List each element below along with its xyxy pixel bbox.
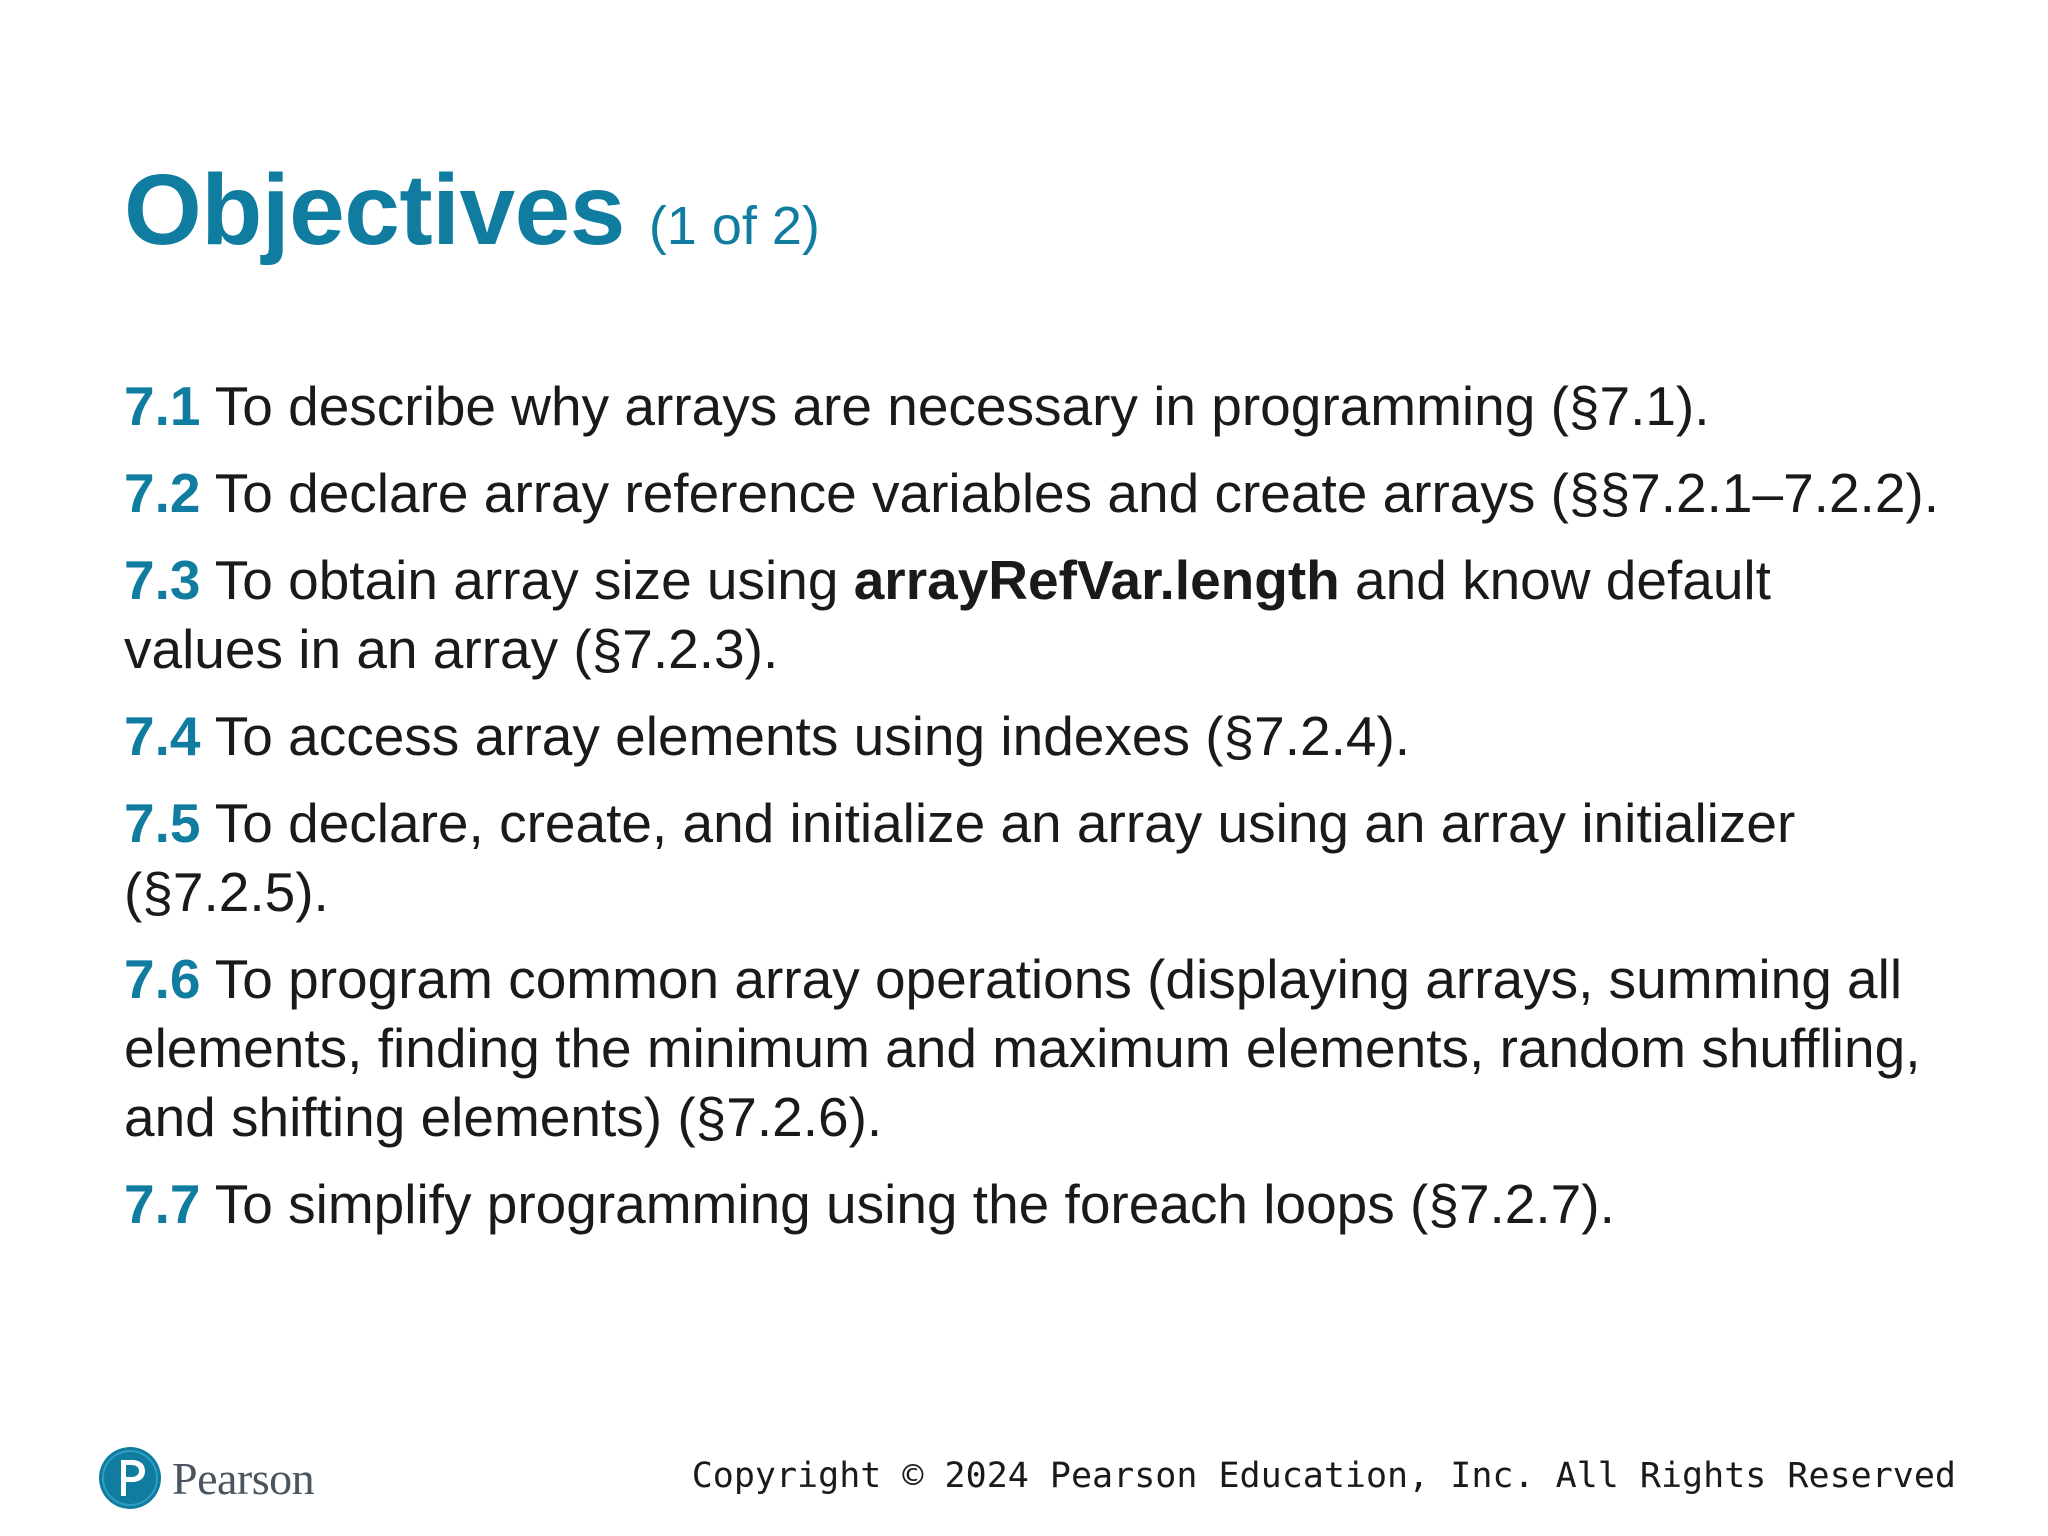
objective-item-7-1 [124, 372, 1944, 441]
objective-code-term: arrayRefVar.length [853, 549, 1340, 611]
objectives-list [124, 372, 1944, 1257]
logo-wordmark: Pearson [172, 1452, 315, 1504]
page-title [124, 154, 820, 266]
objective-number: 7.5 [124, 792, 201, 854]
copyright-notice: Copyright © 2024 Pearson Education, Inc. All Rights Reserved [691, 1456, 1956, 1496]
objective-item-7-7 [124, 1170, 1944, 1239]
objective-text: To simplify programming using the foreach loops (§7.2.7). [200, 1173, 1615, 1235]
objective-item-7-6 [124, 945, 1944, 1152]
objective-number: 7.1 [124, 375, 201, 437]
objective-text-continued: and know default values in an array (§7.2.3). [124, 549, 1771, 680]
pearson-logo [98, 1446, 314, 1510]
objective-number: 7.4 [124, 705, 201, 767]
objective-text: To obtain array size using [200, 549, 854, 611]
objective-number: 7.6 [124, 948, 201, 1010]
objective-item-7-5 [124, 789, 1944, 927]
title-main: Objectives [124, 154, 625, 266]
objective-text: To program common array operations (displaying arrays, summing all elements, finding the minimum and maximum elements, random shuffling, and shifting elements) (§7.2.6). [124, 948, 1921, 1148]
pearson-p-icon [98, 1446, 162, 1510]
objective-text: To declare array reference variables and create arrays (§§7.2.1–7.2.2). [200, 462, 1940, 524]
objective-item-7-4 [124, 702, 1944, 771]
title-page-indicator: (1 of 2) [648, 196, 820, 256]
objective-item-7-3 [124, 546, 1944, 684]
objective-text: To declare, create, and initialize an array using an array initializer (§7.2.5). [124, 792, 1796, 923]
objective-text: To access array elements using indexes (§7.2.4). [200, 705, 1411, 767]
objective-number: 7.2 [124, 462, 201, 524]
objective-text: To describe why arrays are necessary in programming (§7.1). [200, 375, 1710, 437]
objective-item-7-2 [124, 459, 1944, 528]
objective-number: 7.3 [124, 549, 201, 611]
objective-number: 7.7 [124, 1173, 201, 1235]
